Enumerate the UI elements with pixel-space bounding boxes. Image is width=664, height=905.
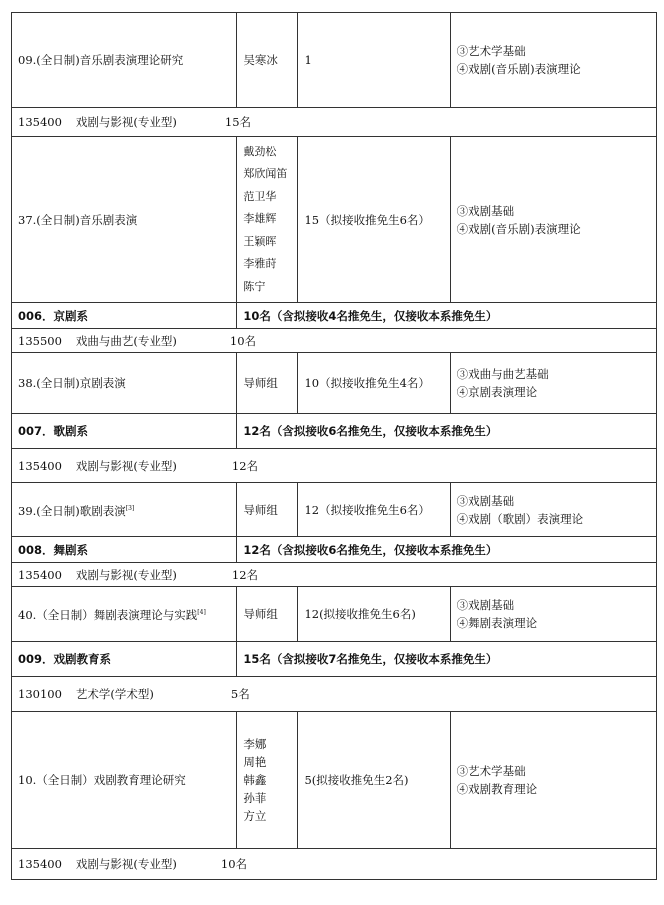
major-row — [12, 329, 657, 353]
advisor-name: 王颖晖 — [243, 234, 277, 248]
department-quota: 12名（含拟接收6名推免生，仅接收本系推免生） — [237, 537, 657, 563]
major-row — [12, 849, 657, 880]
advisor-list — [237, 712, 298, 849]
major-row — [12, 449, 657, 483]
quota-cell: 1 — [298, 13, 450, 108]
advisor-list — [237, 137, 298, 303]
exam-3: ③戏剧基础 — [456, 493, 515, 508]
major-row — [12, 677, 657, 712]
direction-row-40 — [12, 587, 657, 642]
advisor-name: 戴劲松 — [243, 144, 277, 158]
direction-cell: 38.(全日制)京剧表演 — [12, 353, 237, 414]
direction-cell: 09.(全日制)音乐剧表演理论研究 — [12, 13, 237, 108]
advisor-cell: 导师组 — [237, 483, 298, 537]
advisor-name: 周艳 — [243, 755, 267, 769]
direction-cell: 10.（全日制）戏剧教育理论研究 — [12, 712, 237, 849]
direction-cell: 37.(全日制)音乐剧表演 — [12, 137, 237, 303]
major-name: 艺术学(学术型) — [75, 687, 154, 701]
direction-row-38 — [12, 353, 657, 414]
quota-cell: 5(拟接收推免生2名) — [298, 712, 450, 849]
exam-cell — [450, 712, 656, 849]
major-name: 戏曲与曲艺(专业型) — [75, 333, 177, 348]
advisor-name: 李雄辉 — [243, 212, 277, 226]
advisor-cell: 导师组 — [237, 353, 298, 414]
exam-4: ④京剧表演理论 — [456, 385, 538, 399]
direction-text: 39.(全日制)歌剧表演 — [18, 503, 126, 518]
major-name: 戏剧与影视(专业型) — [75, 115, 177, 129]
major-code: 135400 — [18, 567, 62, 582]
direction-cell — [12, 587, 237, 642]
quota-cell: 10（拟接收推免生4名） — [298, 353, 450, 414]
advisor-name: 陈宁 — [243, 279, 266, 293]
major-quota: 15名 — [224, 115, 252, 129]
direction-row-37 — [12, 137, 657, 303]
major-quota: 10名 — [229, 333, 257, 348]
major-name: 戏剧与影视(专业型) — [75, 857, 177, 871]
major-code: 135400 — [18, 115, 62, 129]
exam-4: ④舞剧表演理论 — [456, 616, 538, 630]
major-quota: 12名 — [231, 567, 259, 582]
department-name: 008．舞剧系 — [12, 537, 237, 563]
exam-3: ③戏曲与曲艺基础 — [456, 367, 549, 381]
department-name: 006．京剧系 — [12, 303, 237, 329]
department-row-008 — [12, 537, 657, 563]
major-code: 135500 — [18, 333, 62, 348]
major-cell — [12, 849, 657, 880]
major-cell — [12, 108, 657, 137]
department-row-009 — [12, 642, 657, 677]
major-code: 130100 — [18, 687, 62, 701]
major-quota: 5名 — [230, 687, 250, 701]
direction-row-10 — [12, 712, 657, 849]
exam-cell — [450, 353, 656, 414]
quota-cell: 12(拟接收推免生6名) — [298, 587, 450, 642]
advisor-name: 孙菲 — [243, 791, 267, 805]
major-name: 戏剧与影视(专业型) — [75, 458, 177, 473]
exam-cell — [450, 137, 656, 303]
major-row — [12, 563, 657, 587]
admissions-table — [11, 12, 657, 880]
major-code: 135400 — [18, 857, 62, 871]
major-cell — [12, 449, 657, 483]
advisor-name: 李娜 — [243, 737, 267, 751]
advisor-name: 方立 — [243, 809, 267, 823]
department-quota: 10名（含拟接收4名推免生，仅接收本系推免生） — [237, 303, 657, 329]
exam-3: ③艺术学基础 — [456, 44, 526, 58]
major-code: 135400 — [18, 458, 62, 473]
department-row-007 — [12, 414, 657, 449]
direction-row-39 — [12, 483, 657, 537]
exam-cell — [450, 13, 656, 108]
major-cell — [12, 677, 657, 712]
major-quota: 12名 — [231, 458, 259, 473]
footnote-mark: [4] — [197, 609, 206, 617]
major-cell — [12, 329, 657, 353]
exam-4: ④戏剧(音乐剧)表演理论 — [456, 221, 581, 236]
major-quota: 10名 — [220, 857, 248, 871]
exam-cell — [450, 587, 656, 642]
exam-4: ④戏剧(音乐剧)表演理论 — [456, 62, 581, 76]
direction-text: 40.（全日制）舞剧表演理论与实践 — [18, 607, 198, 622]
advisor-name: 郑欣闻笛 — [243, 167, 288, 181]
direction-cell — [12, 483, 237, 537]
exam-4: ④戏剧教育理论 — [456, 782, 538, 796]
advisor-cell: 导师组 — [237, 587, 298, 642]
exam-cell — [450, 483, 656, 537]
exam-3: ③艺术学基础 — [456, 764, 526, 778]
major-cell — [12, 563, 657, 587]
footnote-mark: [3] — [125, 504, 135, 512]
quota-cell: 15（拟接收推免生6名） — [298, 137, 450, 303]
department-quota: 15名（含拟接收7名推免生，仅接收本系推免生） — [237, 642, 657, 677]
direction-row-09 — [12, 13, 657, 108]
department-name: 007．歌剧系 — [12, 414, 237, 449]
major-name: 戏剧与影视(专业型) — [75, 567, 177, 582]
advisor-cell: 吴寒冰 — [237, 13, 298, 108]
department-quota: 12名（含拟接收6名推免生，仅接收本系推免生） — [237, 414, 657, 449]
exam-4: ④戏剧（歌剧）表演理论 — [456, 511, 584, 526]
advisor-name: 李雅莳 — [243, 257, 277, 271]
department-row-006 — [12, 303, 657, 329]
department-name: 009．戏剧教育系 — [12, 642, 237, 677]
exam-3: ③戏剧基础 — [456, 598, 515, 612]
exam-3: ③戏剧基础 — [456, 203, 515, 218]
quota-cell: 12（拟接收推免生6名） — [298, 483, 450, 537]
advisor-name: 韩鑫 — [243, 773, 267, 787]
advisor-name: 范卫华 — [243, 189, 277, 203]
major-row — [12, 108, 657, 137]
